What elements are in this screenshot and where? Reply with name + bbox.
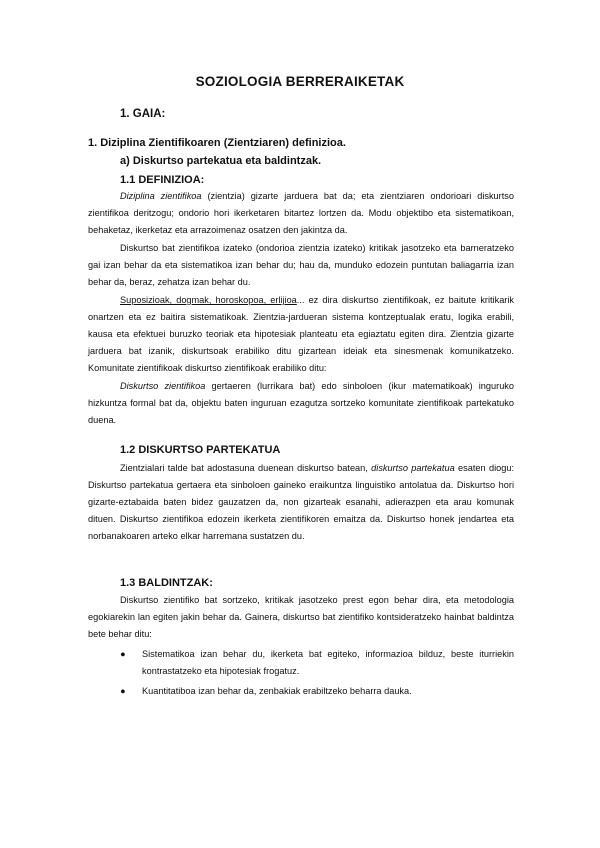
section-1-2-heading: 1.2 DISKURTSO PARTEKATUA — [120, 444, 281, 456]
paragraph-text: Zientzialari talde bat adostasuna duenean diskurtso batean, — [120, 463, 372, 473]
section-1-1-paragraph-1 — [88, 188, 514, 239]
term-diziplina-zientifikoa: Diziplina zientifikoa — [120, 191, 202, 201]
list-item-text: Sistematikoa izan behar du, ikerketa bat egiteko, informazioa bilduz, beste iturriekin kontrastatzeko eta hipotesiak frogatuz. — [142, 649, 514, 676]
definition-heading: 1. Diziplina Zientifikoaren (Zientziaren) definizioa. — [88, 137, 346, 149]
underlined-examples: Suposizioak, dogmak, horoskopoa, erlijioa — [120, 295, 297, 305]
section-1-3-paragraph-1: Diskurtso zientifiko bat sortzeko, kritikak jasotzeko prest egon behar dira, eta metodologia egokiarekin lan egiten jakin behar da. Gainera, diskurtso bat zientifiko kontsideratzeko hainbat baldintza bete behar ditu: — [88, 595, 514, 639]
section-1-1-paragraph-2: Diskurtso bat zientifikoa izateko (ondorioa zientzia izateko) kritikak jasotzeko eta barneratzeko gai izan behar da eta sistematikoa izan behar du; hau da, munduko edozein puntutan baliagarria izan behar da, beraz, zehatza izan behar du. — [88, 243, 514, 287]
list-item-text: Kuantitatiboa izan behar da, zenbakiak erabiltzeko beharra dauka. — [142, 686, 412, 696]
bullet-icon: ● — [120, 649, 126, 659]
paragraph-text: (zientzia) gizarte jarduera bat da; eta zientziaren ondorioari diskurtso zientifikoa deritzogu; ondorio hori ikerketaren bitartez lortzen da. Modu objektibo eta sistematikoan, behaketaz, ikerketaz eta arrazoimenaz osatzen den jakintza da. — [88, 191, 514, 235]
paragraph-text: esaten diogu: Diskurtso partekatua gertaera eta sinboloen gaineko eraikuntza linguistiko antolatua da. Diskurtso hori gizarte-eztabaida baten bidez gauzatzen da, non gizarteak esanahi, adierazpen eta arau komunak dituen. Diskurtso zientifikoa edozein ikerketa zientifikoren emaitza da. Diskurtso honek jendartea eta norbanakoaren arteko elkar harremana sustatzen du. — [88, 463, 514, 541]
section-1-1-paragraph-4 — [88, 378, 514, 429]
section-1-1-paragraph-3 — [88, 292, 514, 377]
bullet-icon: ● — [120, 686, 126, 696]
section-1-1-heading: 1.1 DEFINIZIOA: — [120, 174, 205, 186]
subheading-a: a) Diskurtso partekatua eta baldintzak. — [120, 155, 322, 167]
section-1-2-paragraph-1 — [88, 460, 514, 545]
section-1-3-heading: 1.3 BALDINTZAK: — [120, 577, 213, 589]
paragraph-text: gertaeren (lurrikara bat) edo sinboloen (ikur matematikoak) inguruko hizkuntza formal bat da, objektu baten inguruan ezagutza sortzeko komunitate zientifikoak partekatuko duena. — [88, 381, 515, 425]
page-title: SOZIOLOGIA BERRERAIKETAK — [195, 74, 405, 89]
list-item — [120, 646, 514, 680]
paragraph-text: ... ez dira diskurtso zientifikoak, ez baitute kritikarik onartzen eta ez baitira sistematikoak. Zientzia-jardueran sistema kontzeptualak eratu, logika erabili, kausa eta efektuei buruzko teoriak eta hipotesiak planteatu eta egiaztatu egiten dira. Zientzia gizarte jarduera bat izanik, diskurtsoak erabiliko ditu gizartean ideiak eta sinesmenak komunikatzeko. Komunitate zientifikoak diskurtso zientifikoak erabiliko ditu: — [88, 295, 515, 373]
term-diskurtso-zientifikoa: Diskurtso zientifikoa — [120, 381, 206, 391]
requirements-list — [120, 646, 514, 703]
gaia-heading: 1. GAIA: — [120, 108, 166, 120]
term-diskurtso-partekatua: diskurtso partekatua — [371, 463, 455, 473]
list-item — [120, 683, 514, 700]
